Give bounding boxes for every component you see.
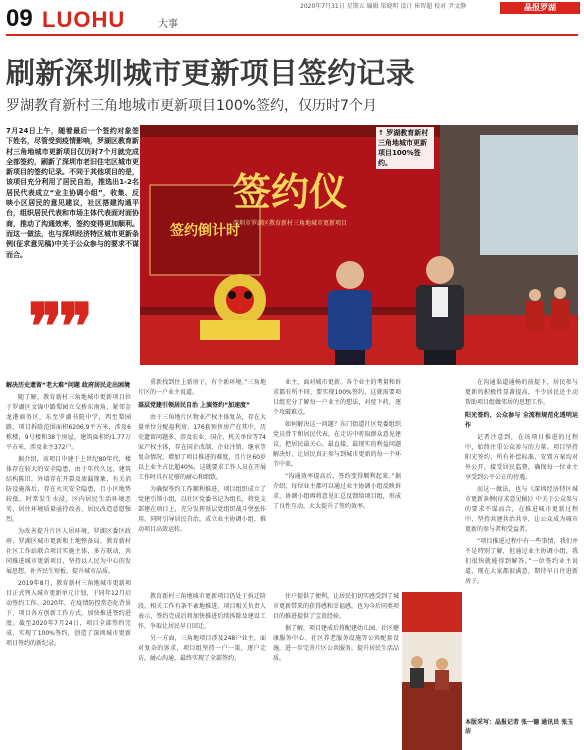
header-rule [6,34,578,36]
poster-text: 签约倒计时 [170,223,240,239]
column-paragraph: 重新找到住上新房子，有个新环境。”三角地片区的一户业主说道。 [138,379,266,396]
column-paragraph: 记者注意到，在该项目推进的过程中，始终注重公众参与的力量。项目坚持阳光签约，所有补偿标准、安置方案均对外公开，接受居民监督，确保每一位业主享受到公平公正的待遇。 [465,434,578,481]
column-paragraph: 由于三角地片区物业产权主体复杂，存在大量单位分配福利房、176套预售房产在其中，历史遗留问题多，涉及农业、国企、机关单位等74家产权主体，存在国企改制、企业注销、继承等复杂情况，增加了项目推进的难度，且片区60岁以上业主占比超40%，这就要求工作人员在开展工作时具有足够的耐心和细致。 [138,414,266,481]
column-1 [6,378,131,750]
main-photo-illustration [140,125,578,365]
column-7 [273,592,399,750]
column-2 [138,378,266,590]
column-paragraph: “沟通效率提高后，签约变得顺利起来。”据介绍，每位业主都可以通过业主协调小组反映诉求，协调小组再将意见汇总反馈给项目组，形成了良性互动，大大提升了签约效率。 [273,473,401,510]
column-paragraph: 业主，面对城市更新，各个业主的考量和诉求都有所不同，要实现100%签约，这就需要项目组充分了解每一户业主的想法，对症下药，逐个攻破难点。 [273,379,401,416]
column-paragraph: 为改善提升片区人居环境，罗湖区委区政府、罗湖区城市更新和土地整备局、教育新村社区工作站联合项目实施主体，多方联动，共同推进城市更新项目，坚持以人民为中心的发展思想，补齐民生短板，提升城市品质。 [6,528,131,575]
column-paragraph: 教育新村三角地城市更新项目仍处于拆迁阶段，相关工作有条不紊地推进。项目相关负责人表示，签约完成后将加快推进后续拆除及建设工作，争取让居民早日回迁。 [138,593,266,630]
column-paragraph: 而这一做法，也与《深圳经济特区城市更新条例(征求意见稿)》中关于公众参与的要求不谋而合，在推进城市更新过程中，坚持共建共治共享，让公众成为城市更新的参与者和受益者。 [465,486,578,533]
column-subheading: 解决历史遗留“老大难”问题 政府居民走出困境 [6,382,130,389]
column-paragraph: 随了解，教育新村三角地城市更新项目位于罗湖区文锦中路梨园立交桥东南角，紧邻金龙港商务区，东至罗湖书院中学，西至梨园路，项目拆除范围面积6206.9平方米，涉及6栋楼，9号楼和38个房屋，建筑面积约1.77万平方米，涉及业主372户。 [6,394,131,451]
column-paragraph: 如何解决这一问题？东门街道社区党委组织党员骨干和居民代表，在走访中听取群众意见建议，把居民最关心、最直接、最现实的利益问题解决好，让居民真正参与到城市更新的每一个环节中来。 [273,421,401,468]
column-paragraph: 住户提供了便利，让居民们切实感受到了城市更新带来的获得感和幸福感，也为今后同类项目的推进提供了宝贵经验。 [273,593,399,620]
issue-meta: 2020年7月31日 星期五 编辑 梁晓明 设计 崔智超 校对 尹文静 [300,3,467,10]
column-paragraph: 据了解，项目建成后将配建幼儿园、社区健康服务中心、社区养老服务设施等公共配套设施，进一步完善片区公共服务，提升居民生活品质。 [273,625,399,662]
column-paragraph: 2019年8月，教育新村三角地城市更新项目正式列入城市更新单元计划，于同年12月启动签约工作。2020年，在疫情防控常态化背景下，项目各方创新工作方式，加快推进签约进度。截至2020年7月24日，项目全部签约完成，实现了100%签约，创造了深圳城市更新项目签约的新纪录。 [6,580,131,647]
banner-subtext: 深圳市罗湖区教育新村三角地城市更新项目 [232,220,348,227]
section-brand: LUOHU [42,7,126,32]
column-paragraph: 在沟通渠道通畅的前提下，居民参与更新的积极性显著提高，不少居民还主动帮助项目组做邻居的思想工作。 [465,379,578,406]
secondary-photo [402,592,462,750]
column-5 [465,378,578,750]
page-number: 09 [6,5,33,32]
column-6 [138,592,266,750]
headline: 刷新深圳城市更新项目签约记录 [6,56,415,90]
banner-text: 签约仪 [232,169,348,214]
column-paragraph: 另一方面，三角地项目涉及248户业主，面对复杂的诉求，项目组坚持一户一策，逐户走访，耐心沟通，最终实现了全部签约。 [138,635,266,662]
subheadline: 罗湖教育新村三角地城市更新项目100%签约，仅历时7个月 [6,98,377,114]
column-3 [273,378,401,590]
secondary-photo-illustration [402,592,462,750]
column-paragraph: 据介绍，该项目中建于上世纪80年代，楼体存在较大的安全隐患，由于年代久远，建筑结构陈旧，外墙存在开裂及渗漏现象，有关消防设施落后，存在火灾安全隐患，且小区地势较低，时常发生水浸，区内居民生活环境恶劣，居住环境质量亟待改善，居民改造意愿强烈。 [6,456,131,523]
main-photo [140,125,578,365]
byline: 本版采写：晶报记者 张一德 通讯员 张玉洁 [465,719,574,735]
column-subheading: 阳光签约、公众参与 全流程规范化透明运作 [465,412,578,429]
column-subheading: 基层党建引领居民自治 上演签约“加速度” [138,402,250,409]
newspaper-logo: 晶报罗湖 [500,2,580,14]
quote-marks-icon: ❞❞ [28,290,89,365]
lead-paragraph: 7月24日上午，随着最后一个签约对象签下姓名，尽管受到疫情影响，罗湖区教育新村三角地城市更新项目仅历时7个月就完成全部签约，刷新了深圳市老旧住宅区城市更新项目的签约记录。不同于其他项目的是，该项目充分利用了居民自治，推选出1-2名居民代表成立“业主协调小组”，收集、反映小区居民的意见建议，社区搭建沟通平台，组织居民代表和市场主体代表面对面协商，推动了沟通效率，签约变得更加顺利。而这一做法，也与深圳经济特区城市更新条例(征求意见稿)中关于公众参与的要求不谋而合。 [6,127,139,259]
photo-caption: ↑ 罗湖教育新村三角地城市更新项目100%签约。 [376,127,434,169]
column-paragraph: “项目推进过程中有一些事情，我们并不是特别了解，但通过业主协调小组，我们很快就能得到解答。”一位签约业主说道，现在大家都很满意，期待早日住进新房子。 [465,538,578,585]
column-paragraph: 为确保签约工作顺利推进，项目组织成立了党建引领小组，以社区党委书记为组长，将党支部建在项目上，充分发挥基层党组织战斗堡垒作用。同时引导居民自治，成立业主协调小组，推动项目高效运转。 [138,486,266,533]
section-label: 大事 [158,19,178,30]
